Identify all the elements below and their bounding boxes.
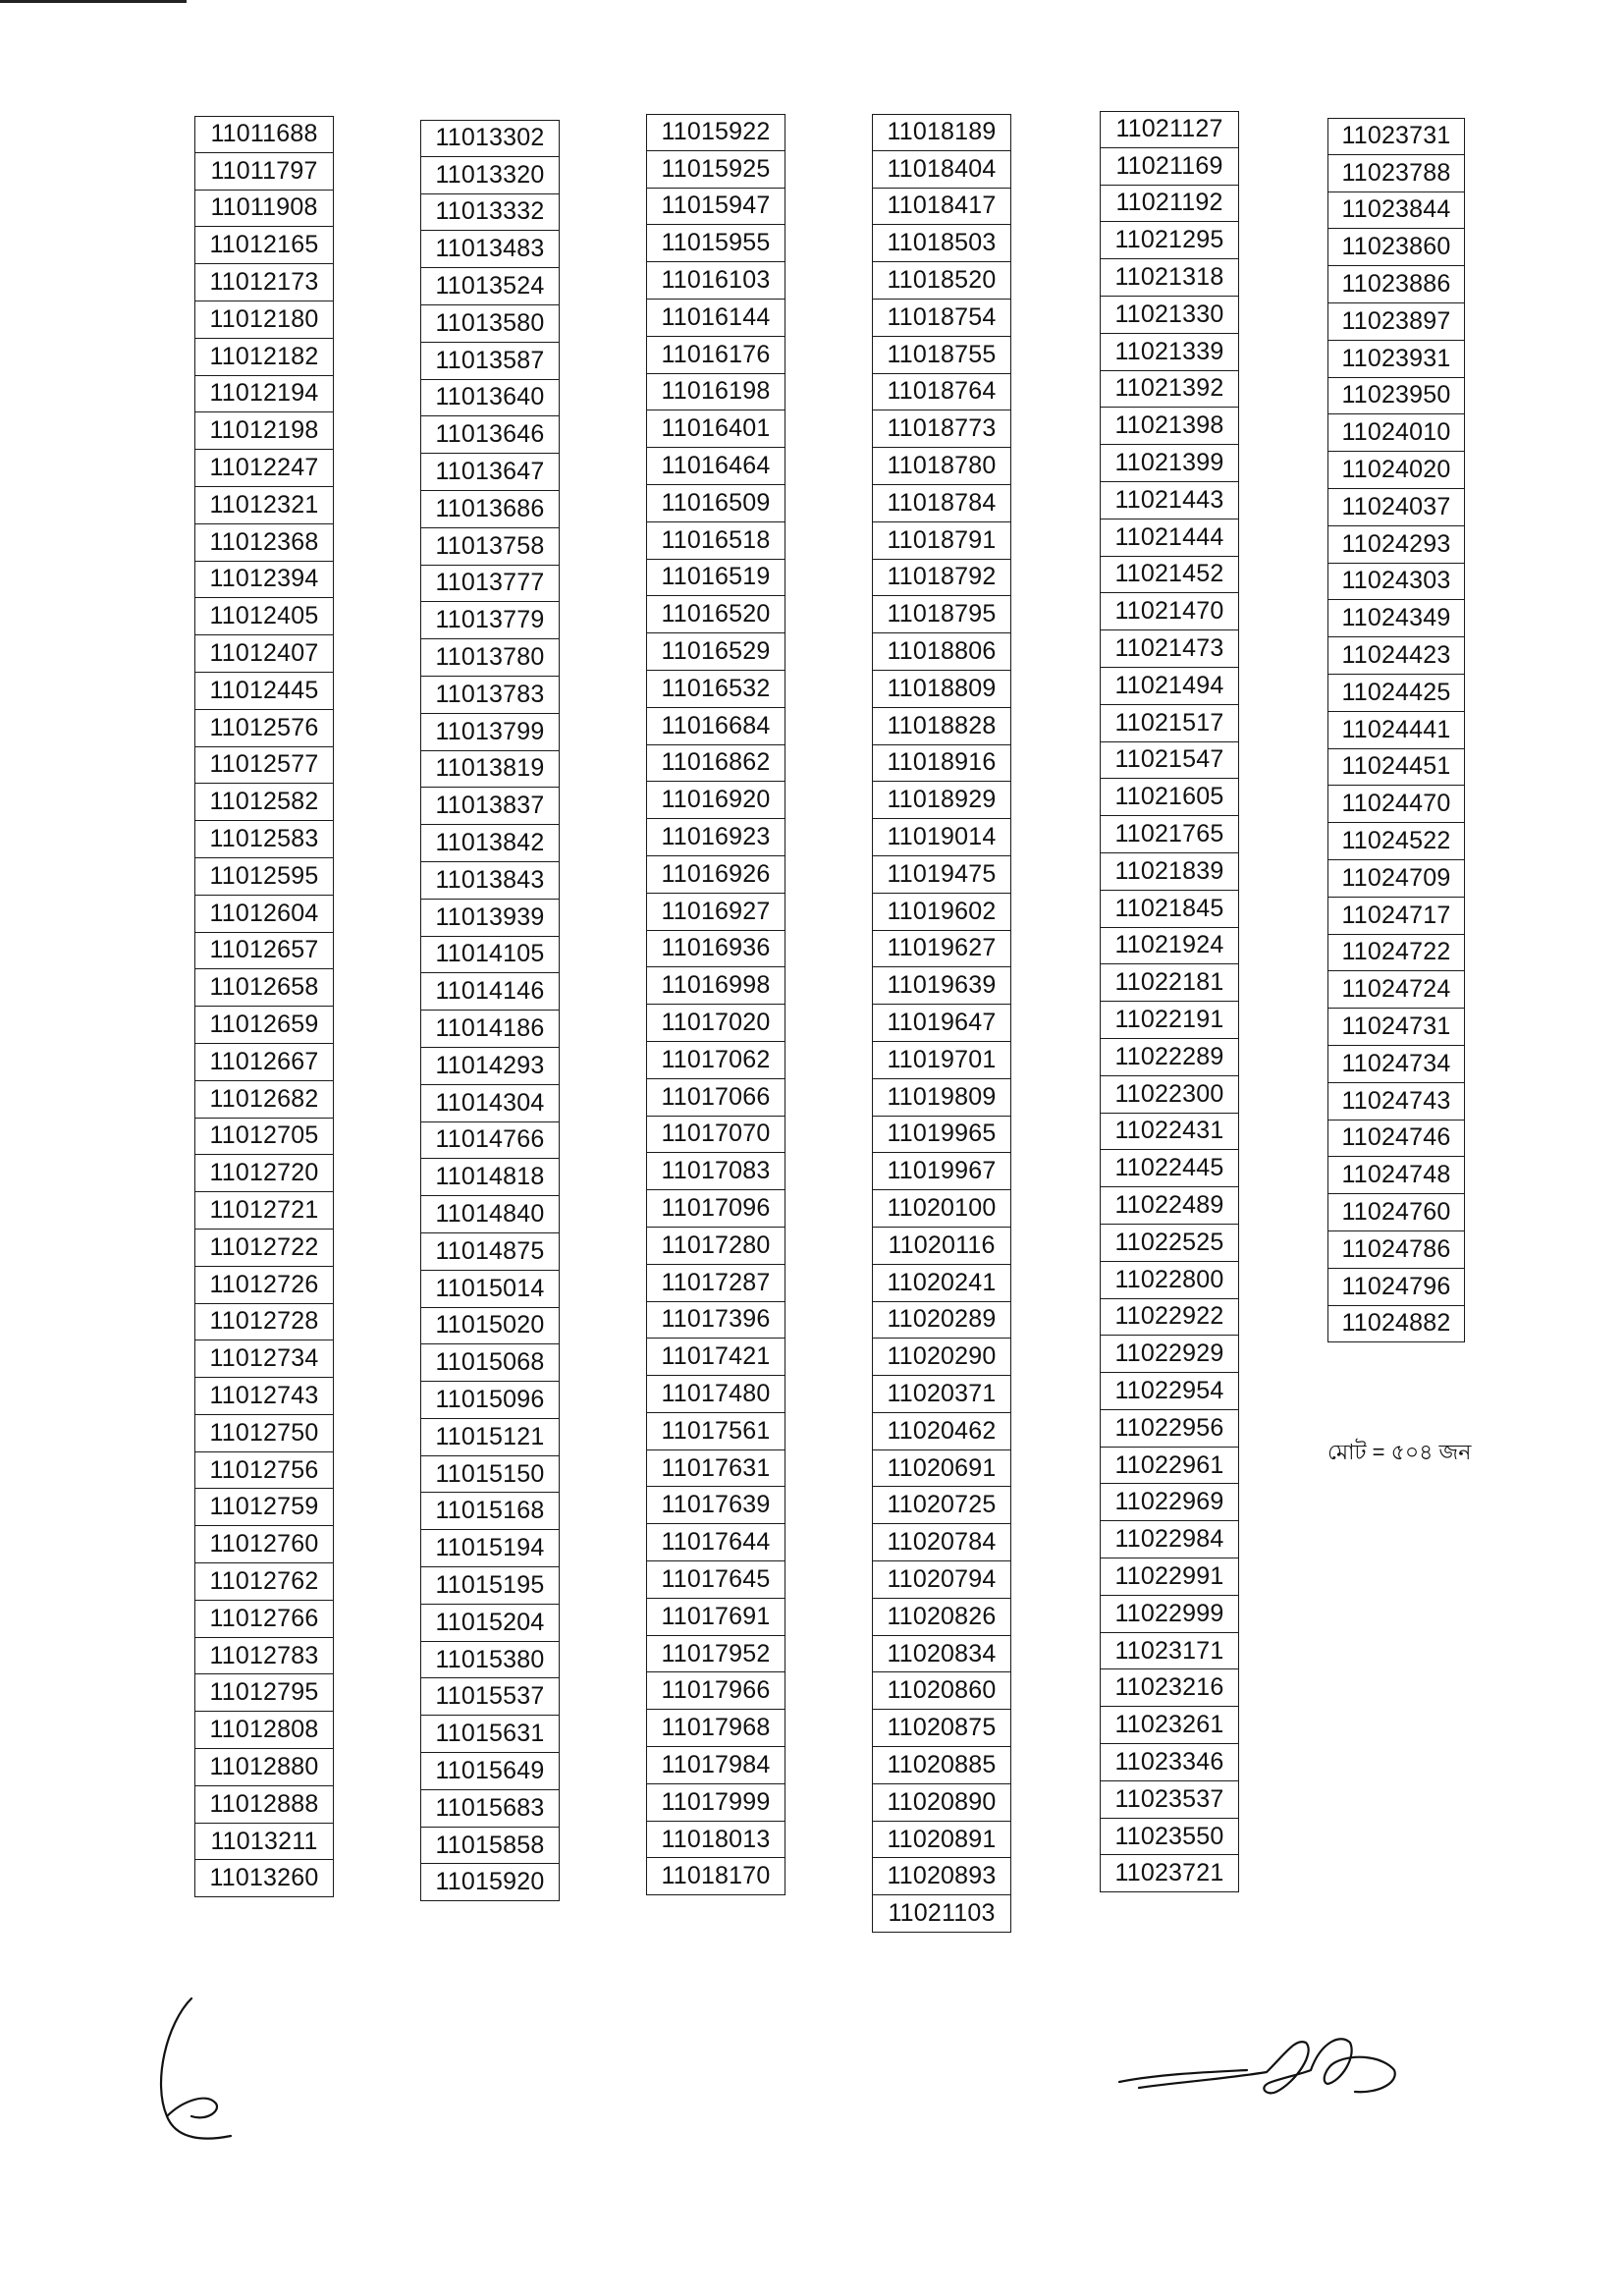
roll-number-cell: 11020691 bbox=[872, 1450, 1011, 1488]
roll-number-cell: 11023844 bbox=[1327, 192, 1465, 230]
roll-number-cell: 11013640 bbox=[420, 380, 560, 417]
roll-number-cell: 11015380 bbox=[420, 1642, 560, 1679]
roll-number-cell: 11022289 bbox=[1100, 1039, 1239, 1076]
roll-number-cell: 11013260 bbox=[194, 1860, 334, 1897]
roll-number-cell: 11021765 bbox=[1100, 816, 1239, 853]
roll-number-cell: 11012720 bbox=[194, 1155, 334, 1192]
roll-number-cell: 11018806 bbox=[872, 633, 1011, 671]
roll-number-cell: 11017070 bbox=[646, 1117, 785, 1154]
roll-number-cell: 11024724 bbox=[1327, 971, 1465, 1009]
roll-number-cell: 11013483 bbox=[420, 231, 560, 268]
roll-number-cell: 11016927 bbox=[646, 894, 785, 931]
roll-number-cell: 11020371 bbox=[872, 1376, 1011, 1413]
roll-number-cell: 11016198 bbox=[646, 374, 785, 411]
roll-number-cell: 11012368 bbox=[194, 524, 334, 562]
roll-number-cell: 11024037 bbox=[1327, 489, 1465, 526]
roll-number-cell: 11022800 bbox=[1100, 1262, 1239, 1299]
roll-number-cell: 11022181 bbox=[1100, 964, 1239, 1002]
signature-right bbox=[1100, 2013, 1434, 2121]
roll-number-cell: 11019967 bbox=[872, 1153, 1011, 1190]
roll-number-cell: 11021605 bbox=[1100, 779, 1239, 816]
roll-number-column-6 bbox=[1327, 118, 1465, 1342]
roll-number-cell: 11022929 bbox=[1100, 1336, 1239, 1373]
roll-number-cell: 11019701 bbox=[872, 1042, 1011, 1079]
roll-number-cell: 11012795 bbox=[194, 1674, 334, 1712]
roll-number-cell: 11024441 bbox=[1327, 712, 1465, 749]
roll-number-cell: 11014105 bbox=[420, 937, 560, 974]
roll-number-cell: 11022961 bbox=[1100, 1448, 1239, 1485]
roll-number-cell: 11015925 bbox=[646, 151, 785, 189]
roll-number-cell: 11012760 bbox=[194, 1526, 334, 1563]
roll-number-cell: 11024293 bbox=[1327, 526, 1465, 564]
roll-number-cell: 11024743 bbox=[1327, 1083, 1465, 1121]
roll-number-cell: 11024796 bbox=[1327, 1269, 1465, 1306]
roll-number-cell: 11021470 bbox=[1100, 593, 1239, 630]
roll-number-cell: 11015121 bbox=[420, 1419, 560, 1456]
roll-number-cell: 11021192 bbox=[1100, 186, 1239, 223]
roll-number-cell: 11024470 bbox=[1327, 786, 1465, 823]
roll-number-cell: 11019475 bbox=[872, 856, 1011, 894]
roll-number-cell: 11014293 bbox=[420, 1048, 560, 1085]
roll-number-cell: 11017096 bbox=[646, 1190, 785, 1228]
roll-number-cell: 11016519 bbox=[646, 560, 785, 597]
roll-number-cell: 11013211 bbox=[194, 1824, 334, 1861]
roll-number-cell: 11021398 bbox=[1100, 408, 1239, 445]
roll-number-cell: 11012734 bbox=[194, 1340, 334, 1378]
roll-number-cell: 11020890 bbox=[872, 1784, 1011, 1822]
roll-number-cell: 11012722 bbox=[194, 1230, 334, 1267]
roll-number-cell: 11022956 bbox=[1100, 1410, 1239, 1448]
roll-number-cell: 11018754 bbox=[872, 300, 1011, 337]
roll-number-cell: 11015096 bbox=[420, 1382, 560, 1419]
roll-number-cell: 11024349 bbox=[1327, 600, 1465, 637]
roll-number-cell: 11012180 bbox=[194, 301, 334, 339]
total-count-note: মোট = ৫০৪ জন bbox=[1327, 1440, 1472, 1464]
roll-number-cell: 11022922 bbox=[1100, 1299, 1239, 1337]
roll-number-cell: 11024722 bbox=[1327, 935, 1465, 972]
roll-number-cell: 11016103 bbox=[646, 262, 785, 300]
roll-number-cell: 11022954 bbox=[1100, 1373, 1239, 1410]
roll-number-cell: 11020891 bbox=[872, 1822, 1011, 1859]
roll-number-cell: 11012743 bbox=[194, 1378, 334, 1415]
roll-number-cell: 11023171 bbox=[1100, 1633, 1239, 1670]
roll-number-cell: 11021443 bbox=[1100, 482, 1239, 519]
roll-number-cell: 11012165 bbox=[194, 227, 334, 264]
scan-corner-mark bbox=[0, 0, 187, 3]
roll-number-cell: 11022999 bbox=[1100, 1596, 1239, 1633]
roll-number-cell: 11013686 bbox=[420, 491, 560, 528]
roll-number-cell: 11020116 bbox=[872, 1228, 1011, 1265]
roll-number-cell: 11016532 bbox=[646, 671, 785, 708]
roll-number-cell: 11023788 bbox=[1327, 155, 1465, 192]
roll-number-cell: 11023346 bbox=[1100, 1744, 1239, 1781]
roll-number-cell: 11017421 bbox=[646, 1339, 785, 1376]
roll-number-cell: 11021169 bbox=[1100, 148, 1239, 186]
roll-number-cell: 11024010 bbox=[1327, 414, 1465, 452]
roll-number-cell: 11012582 bbox=[194, 784, 334, 821]
roll-number-cell: 11017066 bbox=[646, 1079, 785, 1117]
roll-number-cell: 11024303 bbox=[1327, 564, 1465, 601]
roll-number-cell: 11016998 bbox=[646, 967, 785, 1005]
roll-number-cell: 11023721 bbox=[1100, 1855, 1239, 1892]
roll-number-cell: 11020794 bbox=[872, 1561, 1011, 1599]
roll-number-cell: 11015194 bbox=[420, 1530, 560, 1567]
roll-number-cell: 11012756 bbox=[194, 1452, 334, 1490]
roll-number-cell: 11015858 bbox=[420, 1828, 560, 1865]
roll-number-cell: 11021339 bbox=[1100, 334, 1239, 371]
roll-number-cell: 11015014 bbox=[420, 1271, 560, 1308]
roll-number-cell: 11021452 bbox=[1100, 557, 1239, 594]
roll-number-cell: 11024425 bbox=[1327, 675, 1465, 712]
roll-number-cell: 11018929 bbox=[872, 782, 1011, 819]
roll-number-cell: 11024717 bbox=[1327, 898, 1465, 935]
roll-number-cell: 11014146 bbox=[420, 973, 560, 1011]
roll-number-cell: 11014818 bbox=[420, 1159, 560, 1196]
roll-number-cell: 11013646 bbox=[420, 416, 560, 454]
roll-number-cell: 11012726 bbox=[194, 1267, 334, 1304]
roll-number-cell: 11012247 bbox=[194, 450, 334, 487]
roll-number-cell: 11020100 bbox=[872, 1190, 1011, 1228]
roll-number-cell: 11024882 bbox=[1327, 1306, 1465, 1343]
roll-number-cell: 11021517 bbox=[1100, 705, 1239, 742]
roll-number-cell: 11024786 bbox=[1327, 1231, 1465, 1269]
roll-number-cell: 11013779 bbox=[420, 602, 560, 639]
roll-number-cell: 11022300 bbox=[1100, 1076, 1239, 1114]
roll-number-cell: 11020885 bbox=[872, 1747, 1011, 1784]
roll-number-cell: 11016923 bbox=[646, 819, 785, 856]
roll-number-cell: 11020462 bbox=[872, 1413, 1011, 1450]
roll-number-cell: 11012321 bbox=[194, 487, 334, 524]
roll-number-cell: 11014875 bbox=[420, 1233, 560, 1271]
roll-number-cell: 11022991 bbox=[1100, 1558, 1239, 1596]
roll-number-cell: 11020826 bbox=[872, 1599, 1011, 1636]
roll-number-cell: 11024522 bbox=[1327, 823, 1465, 860]
roll-number-cell: 11021845 bbox=[1100, 891, 1239, 928]
roll-number-cell: 11012583 bbox=[194, 821, 334, 858]
roll-number-cell: 11012576 bbox=[194, 710, 334, 747]
roll-number-cell: 11024746 bbox=[1327, 1121, 1465, 1158]
roll-number-cell: 11017644 bbox=[646, 1524, 785, 1561]
roll-number-column-1 bbox=[194, 116, 334, 1897]
roll-number-cell: 11012721 bbox=[194, 1192, 334, 1230]
roll-number-cell: 11015922 bbox=[646, 114, 785, 151]
signature-left bbox=[147, 1994, 236, 2151]
roll-number-cell: 11017984 bbox=[646, 1747, 785, 1784]
roll-number-cell: 11018189 bbox=[872, 114, 1011, 151]
roll-number-cell: 11012808 bbox=[194, 1712, 334, 1749]
roll-number-cell: 11016862 bbox=[646, 745, 785, 783]
roll-number-cell: 11012657 bbox=[194, 933, 334, 970]
roll-number-cell: 11018170 bbox=[646, 1858, 785, 1895]
roll-number-cell: 11015955 bbox=[646, 225, 785, 262]
roll-number-cell: 11012595 bbox=[194, 858, 334, 896]
roll-number-cell: 11013647 bbox=[420, 454, 560, 491]
roll-number-cell: 11021392 bbox=[1100, 371, 1239, 409]
roll-number-cell: 11012405 bbox=[194, 598, 334, 635]
roll-number-cell: 11019627 bbox=[872, 931, 1011, 968]
roll-number-cell: 11012766 bbox=[194, 1601, 334, 1638]
roll-number-cell: 11015068 bbox=[420, 1344, 560, 1382]
roll-number-cell: 11024748 bbox=[1327, 1157, 1465, 1194]
roll-number-cell: 11018773 bbox=[872, 410, 1011, 448]
roll-number-cell: 11012888 bbox=[194, 1786, 334, 1824]
roll-number-cell: 11012728 bbox=[194, 1304, 334, 1341]
roll-number-cell: 11016464 bbox=[646, 448, 785, 485]
roll-number-cell: 11012407 bbox=[194, 635, 334, 673]
roll-number-cell: 11020725 bbox=[872, 1487, 1011, 1524]
roll-number-cell: 11012182 bbox=[194, 339, 334, 376]
roll-number-cell: 11013780 bbox=[420, 639, 560, 677]
roll-number-cell: 11013783 bbox=[420, 677, 560, 714]
roll-number-cell: 11015150 bbox=[420, 1456, 560, 1494]
roll-number-cell: 11021103 bbox=[872, 1895, 1011, 1933]
roll-number-cell: 11021399 bbox=[1100, 445, 1239, 482]
roll-number-cell: 11023860 bbox=[1327, 229, 1465, 266]
roll-number-cell: 11017280 bbox=[646, 1228, 785, 1265]
roll-number-cell: 11015631 bbox=[420, 1716, 560, 1753]
roll-number-cell: 11018417 bbox=[872, 189, 1011, 226]
roll-number-column-2 bbox=[420, 120, 560, 1901]
roll-number-cell: 11012759 bbox=[194, 1489, 334, 1526]
roll-number-cell: 11021444 bbox=[1100, 519, 1239, 557]
roll-number-cell: 11023886 bbox=[1327, 266, 1465, 303]
roll-number-cell: 11015020 bbox=[420, 1308, 560, 1345]
roll-number-cell: 11020893 bbox=[872, 1858, 1011, 1895]
roll-number-cell: 11023931 bbox=[1327, 341, 1465, 378]
roll-number-cell: 11014186 bbox=[420, 1011, 560, 1048]
roll-number-cell: 11013302 bbox=[420, 120, 560, 157]
roll-number-cell: 11012783 bbox=[194, 1638, 334, 1675]
roll-number-cell: 11019809 bbox=[872, 1079, 1011, 1117]
roll-number-cell: 11012880 bbox=[194, 1749, 334, 1786]
roll-number-cell: 11016936 bbox=[646, 931, 785, 968]
roll-number-cell: 11022489 bbox=[1100, 1187, 1239, 1225]
roll-number-cell: 11022431 bbox=[1100, 1114, 1239, 1151]
roll-number-cell: 11014840 bbox=[420, 1196, 560, 1233]
roll-number-cell: 11011908 bbox=[194, 191, 334, 228]
roll-number-column-4 bbox=[872, 114, 1011, 1933]
roll-number-cell: 11012194 bbox=[194, 376, 334, 413]
roll-number-cell: 11013843 bbox=[420, 862, 560, 900]
roll-number-cell: 11017966 bbox=[646, 1672, 785, 1710]
roll-number-cell: 11012750 bbox=[194, 1415, 334, 1452]
roll-number-cell: 11020289 bbox=[872, 1302, 1011, 1339]
roll-number-cell: 11020860 bbox=[872, 1672, 1011, 1710]
roll-number-cell: 11017631 bbox=[646, 1450, 785, 1488]
roll-number-cell: 11017062 bbox=[646, 1042, 785, 1079]
roll-number-cell: 11012762 bbox=[194, 1563, 334, 1601]
roll-number-cell: 11012705 bbox=[194, 1119, 334, 1156]
roll-number-cell: 11020241 bbox=[872, 1265, 1011, 1302]
roll-number-cell: 11012173 bbox=[194, 264, 334, 301]
roll-number-cell: 11016176 bbox=[646, 337, 785, 374]
roll-number-cell: 11019647 bbox=[872, 1005, 1011, 1042]
roll-number-cell: 11018503 bbox=[872, 225, 1011, 262]
roll-number-cell: 11016926 bbox=[646, 856, 785, 894]
roll-number-cell: 11014766 bbox=[420, 1122, 560, 1160]
roll-number-cell: 11015920 bbox=[420, 1864, 560, 1901]
roll-number-cell: 11019965 bbox=[872, 1117, 1011, 1154]
roll-number-cell: 11012667 bbox=[194, 1044, 334, 1081]
roll-number-cell: 11020784 bbox=[872, 1524, 1011, 1561]
roll-number-cell: 11018916 bbox=[872, 745, 1011, 783]
roll-number-cell: 11013842 bbox=[420, 825, 560, 862]
roll-number-cell: 11015947 bbox=[646, 189, 785, 226]
roll-number-cell: 11013939 bbox=[420, 900, 560, 937]
roll-number-cell: 11017480 bbox=[646, 1376, 785, 1413]
roll-number-cell: 11017952 bbox=[646, 1636, 785, 1673]
roll-number-cell: 11015537 bbox=[420, 1678, 560, 1716]
roll-number-cell: 11021127 bbox=[1100, 111, 1239, 148]
roll-number-column-5 bbox=[1100, 111, 1239, 1892]
roll-number-cell: 11018764 bbox=[872, 374, 1011, 411]
roll-number-cell: 11016518 bbox=[646, 522, 785, 560]
roll-number-cell: 11022191 bbox=[1100, 1002, 1239, 1039]
roll-number-cell: 11013837 bbox=[420, 788, 560, 825]
roll-number-cell: 11012658 bbox=[194, 969, 334, 1007]
roll-number-cell: 11022445 bbox=[1100, 1150, 1239, 1187]
roll-number-cell: 11013332 bbox=[420, 194, 560, 232]
roll-number-cell: 11024020 bbox=[1327, 452, 1465, 489]
roll-number-cell: 11021473 bbox=[1100, 630, 1239, 668]
roll-number-cell: 11013580 bbox=[420, 305, 560, 343]
roll-number-cell: 11011797 bbox=[194, 153, 334, 191]
roll-number-column-3 bbox=[646, 114, 785, 1895]
roll-number-cell: 11021318 bbox=[1100, 259, 1239, 297]
roll-number-cell: 11018013 bbox=[646, 1822, 785, 1859]
roll-number-cell: 11012659 bbox=[194, 1007, 334, 1044]
roll-number-cell: 11021839 bbox=[1100, 853, 1239, 891]
roll-number-cell: 11018809 bbox=[872, 671, 1011, 708]
roll-number-cell: 11013320 bbox=[420, 157, 560, 194]
roll-number-cell: 11018780 bbox=[872, 448, 1011, 485]
roll-number-cell: 11019014 bbox=[872, 819, 1011, 856]
roll-number-cell: 11021924 bbox=[1100, 928, 1239, 965]
roll-number-cell: 11020290 bbox=[872, 1339, 1011, 1376]
roll-number-cell: 11014304 bbox=[420, 1085, 560, 1122]
roll-number-cell: 11015168 bbox=[420, 1493, 560, 1530]
roll-number-cell: 11017645 bbox=[646, 1561, 785, 1599]
roll-number-cell: 11019639 bbox=[872, 967, 1011, 1005]
roll-number-cell: 11013758 bbox=[420, 528, 560, 566]
roll-number-cell: 11021330 bbox=[1100, 297, 1239, 334]
roll-number-cell: 11012394 bbox=[194, 562, 334, 599]
roll-number-cell: 11024760 bbox=[1327, 1194, 1465, 1231]
roll-number-cell: 11011688 bbox=[194, 116, 334, 153]
roll-number-cell: 11024734 bbox=[1327, 1046, 1465, 1083]
roll-number-cell: 11015204 bbox=[420, 1605, 560, 1642]
roll-number-cell: 11018520 bbox=[872, 262, 1011, 300]
roll-number-cell: 11016684 bbox=[646, 708, 785, 745]
roll-number-cell: 11016529 bbox=[646, 633, 785, 671]
roll-number-cell: 11024451 bbox=[1327, 749, 1465, 787]
roll-number-cell: 11023537 bbox=[1100, 1781, 1239, 1819]
roll-number-cell: 11013524 bbox=[420, 268, 560, 305]
roll-number-cell: 11015195 bbox=[420, 1567, 560, 1605]
roll-number-cell: 11015649 bbox=[420, 1753, 560, 1790]
roll-number-cell: 11023950 bbox=[1327, 378, 1465, 415]
roll-number-cell: 11016401 bbox=[646, 410, 785, 448]
roll-number-cell: 11017020 bbox=[646, 1005, 785, 1042]
roll-number-cell: 11023216 bbox=[1100, 1669, 1239, 1707]
roll-number-cell: 11021494 bbox=[1100, 668, 1239, 705]
roll-number-cell: 11016920 bbox=[646, 782, 785, 819]
roll-number-cell: 11012198 bbox=[194, 412, 334, 450]
roll-number-cell: 11013777 bbox=[420, 566, 560, 603]
roll-number-cell: 11013819 bbox=[420, 751, 560, 789]
roll-number-cell: 11017287 bbox=[646, 1265, 785, 1302]
roll-number-cell: 11023897 bbox=[1327, 303, 1465, 341]
roll-number-cell: 11023731 bbox=[1327, 118, 1465, 155]
roll-number-cell: 11021547 bbox=[1100, 742, 1239, 780]
roll-number-cell: 11017691 bbox=[646, 1599, 785, 1636]
roll-number-cell: 11022525 bbox=[1100, 1225, 1239, 1262]
roll-number-cell: 11017999 bbox=[646, 1784, 785, 1822]
roll-number-cell: 11016520 bbox=[646, 596, 785, 633]
roll-number-cell: 11017968 bbox=[646, 1710, 785, 1747]
roll-number-cell: 11019602 bbox=[872, 894, 1011, 931]
roll-number-cell: 11017396 bbox=[646, 1302, 785, 1339]
roll-number-cell: 11012577 bbox=[194, 747, 334, 785]
roll-number-cell: 11023261 bbox=[1100, 1707, 1239, 1744]
roll-number-cell: 11012445 bbox=[194, 673, 334, 710]
roll-number-cell: 11013799 bbox=[420, 714, 560, 751]
roll-number-cell: 11024423 bbox=[1327, 637, 1465, 675]
roll-number-cell: 11018755 bbox=[872, 337, 1011, 374]
roll-number-cell: 11017639 bbox=[646, 1487, 785, 1524]
roll-number-cell: 11018784 bbox=[872, 485, 1011, 522]
roll-number-cell: 11016509 bbox=[646, 485, 785, 522]
roll-number-cell: 11018791 bbox=[872, 522, 1011, 560]
roll-number-cell: 11018404 bbox=[872, 151, 1011, 189]
roll-number-cell: 11023550 bbox=[1100, 1819, 1239, 1856]
roll-number-cell: 11018795 bbox=[872, 596, 1011, 633]
roll-number-cell: 11018828 bbox=[872, 708, 1011, 745]
roll-number-cell: 11020834 bbox=[872, 1636, 1011, 1673]
roll-number-cell: 11013587 bbox=[420, 343, 560, 380]
roll-number-cell: 11021295 bbox=[1100, 222, 1239, 259]
roll-number-cell: 11016144 bbox=[646, 300, 785, 337]
roll-number-cell: 11012682 bbox=[194, 1081, 334, 1119]
roll-number-cell: 11022969 bbox=[1100, 1484, 1239, 1521]
roll-number-cell: 11015683 bbox=[420, 1790, 560, 1828]
roll-number-cell: 11022984 bbox=[1100, 1521, 1239, 1558]
roll-number-cell: 11024731 bbox=[1327, 1009, 1465, 1046]
roll-number-cell: 11020875 bbox=[872, 1710, 1011, 1747]
roll-number-cell: 11017561 bbox=[646, 1413, 785, 1450]
roll-number-cell: 11024709 bbox=[1327, 860, 1465, 898]
roll-number-cell: 11018792 bbox=[872, 560, 1011, 597]
roll-number-cell: 11012604 bbox=[194, 896, 334, 933]
roll-number-cell: 11017083 bbox=[646, 1153, 785, 1190]
